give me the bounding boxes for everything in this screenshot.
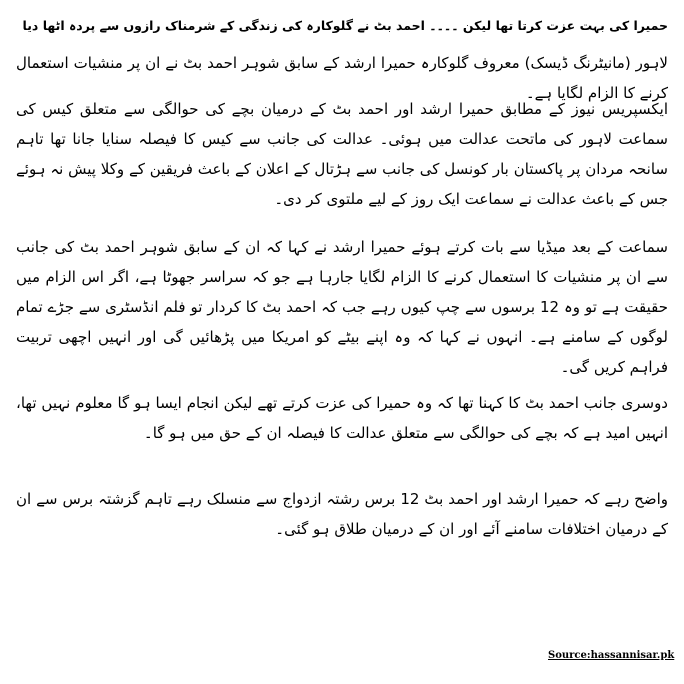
article-paragraph-4: دوسری جانب احمد بٹ کا کہنا تھا کہ وہ حمیرا کی عزت کرتے تھے لیکن انجام ایسا ہو گا معلوم نہیں تھا، انہیں امید ہے کہ بچے کی حوالگی سے متعلق عدالت کا فیصلہ ان کے حق میں ہو گا۔ bbox=[16, 394, 668, 442]
source-credit: Source:hassannisar.pk bbox=[548, 650, 675, 661]
article-paragraph-1: لاہور (مانیٹرنگ ڈیسک) معروف گلوکارہ حمیرا ارشد کے سابق شوہر احمد بٹ نے ان پر منشیات استعمال کرنے کا الزام لگایا ہے۔ bbox=[16, 54, 668, 102]
article-paragraph-3: سماعت کے بعد میڈیا سے بات کرتے ہوئے حمیرا ارشد نے کہا کہ ان کے سابق شوہر احمد بٹ کی جانب سے ان پر منشیات کا استعمال کرنے کا الزام لگایا جارہا ہے جو کہ سراسر جھوٹا ہے، اگر اس الزام میں حقیقت ہے تو وہ 12 برسوں سے چپ کیوں رہے جب کہ احمد بٹ کا کردار تو فلم انڈسٹری سے جڑے تمام لوگوں کے سامنے ہے۔ انہوں نے کہا کہ وہ اپنے بیٹے کو امریکا میں پڑھائیں گی اور انہیں اچھی تربیت فراہم کریں گی۔ bbox=[16, 238, 669, 376]
article-paragraph-2: ایکسپریس نیوز کے مطابق حمیرا ارشد اور احمد بٹ کے درمیان بچے کی حوالگی سے متعلق کیس کی سماعت لاہور کی ماتحت عدالت میں ہوئی۔ عدالت کی جانب سے کیس کا فیصلہ سنایا جانا تھا تاہم سانحہ مردان پر پاکستان بار کونسل کی جانب سے ہڑتال کے اعلان کے باعث فریقین کے وکلا پیش نہ ہوئے جس کے باعث عدالت نے سماعت ایک روز کے لیے ملتوی کر دی۔ bbox=[16, 100, 668, 208]
article-title: حمیرا کی بہت عزت کرتا تھا لیکن ۔۔۔۔ احمد بٹ نے گلوکارہ کی زندگی کے شرمناک رازوں سے پردہ اٹھا دیا bbox=[22, 18, 668, 33]
article-paragraph-5: واضح رہے کہ حمیرا ارشد اور احمد بٹ 12 برس رشتہ ازدواج سے منسلک رہے تاہم گزشتہ برس سے ان کے درمیان اختلافات سامنے آئے اور ان کے درمیان طلاق ہو گئی۔ bbox=[16, 490, 669, 538]
